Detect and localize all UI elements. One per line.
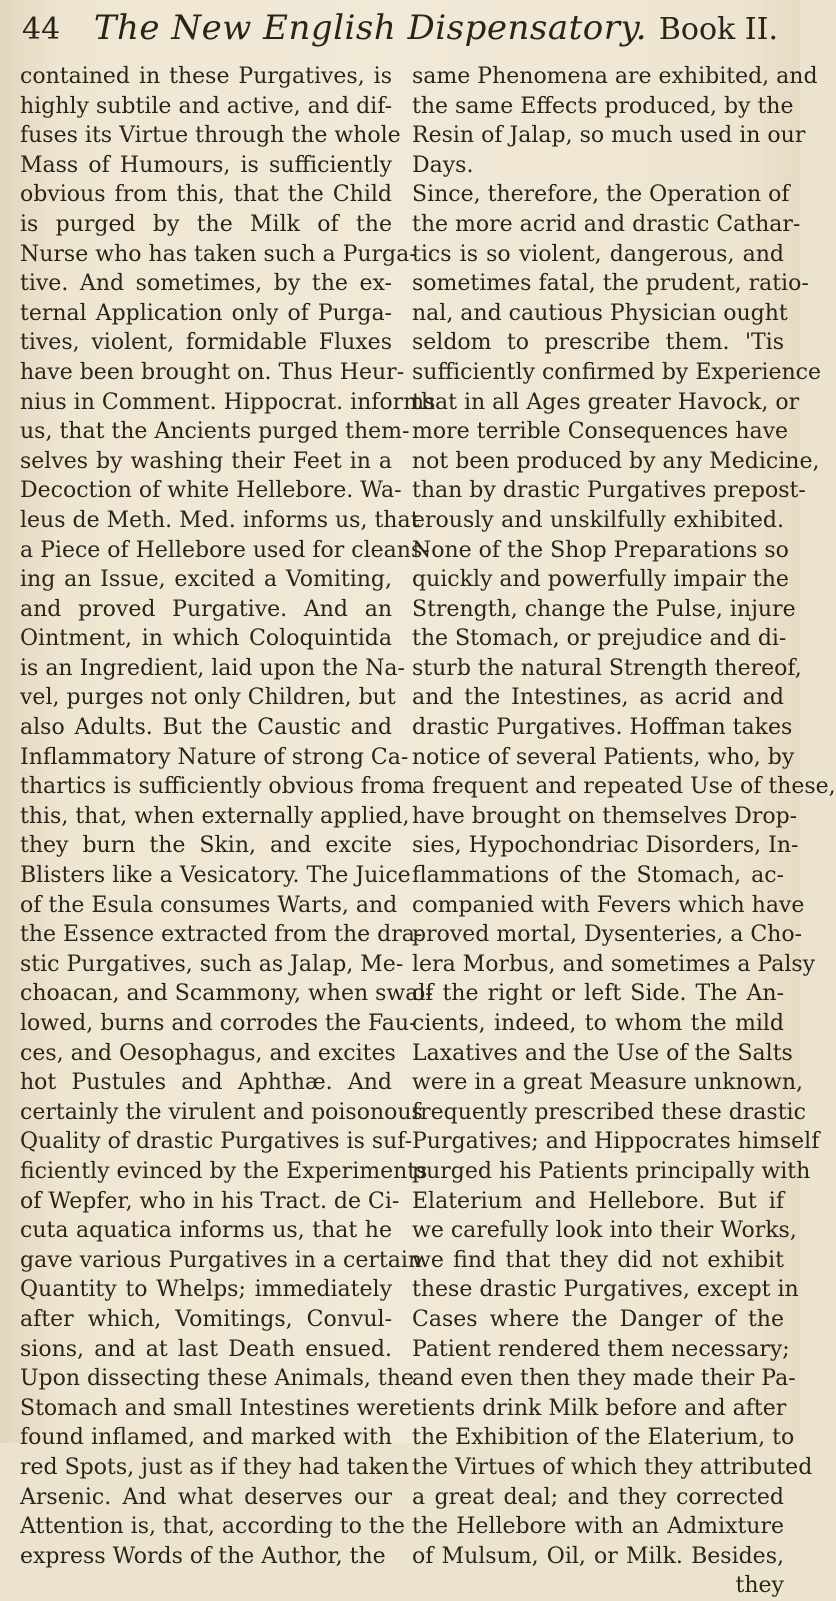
text-line: of the right or left Side. The An- [412,981,784,1007]
text-line: the Hellebore with an Admixture [412,1514,784,1540]
text-line: sufficiently confirmed by Experience [412,359,822,385]
text-line: Elaterium and Hellebore. But if [412,1188,784,1214]
text-line: have been brought on. Thus Heur- [20,359,405,385]
text-line: Days. [412,152,474,178]
text-line: Since, therefore, the Operation of [412,182,790,208]
text-line: fuses its Virtue through the whole [20,123,401,149]
text-line: gave various Purgatives in a certain [20,1247,423,1273]
text-line: and the Intestines, as acrid and [412,685,784,711]
text-line: certainly the virulent and poisonous [20,1099,423,1125]
text-line: ternal Application only of Purga- [20,300,392,326]
text-line: notice of several Patients, who, by [412,744,795,770]
text-line: companied with Fevers which have [412,892,805,918]
text-line: a Piece of Hellebore used for cleans- [20,537,430,563]
text-line: the more acrid and drastic Cathar- [412,211,801,237]
text-line: nius in Comment. Hippocrat. informs [20,389,436,415]
text-line: after which, Vomitings, Convul- [20,1306,392,1332]
text-line: obvious from this, that the Child [20,182,392,208]
text-line: Cases where the Danger of the [412,1306,784,1332]
text-line: Nurse who has taken such a Purga- [20,241,417,267]
text-line: quickly and powerfully impair the [412,567,789,593]
text-line: sions, and at last Death ensued. [20,1336,392,1362]
text-line: this, that, when externally applied, [20,803,410,829]
left-column [20,62,436,1571]
right-column [412,62,836,1601]
text-line: vel, purges not only Children, but [20,685,396,711]
text-line: nal, and cautious Physician ought [412,300,788,326]
text-line: contained in these Purgatives, is [20,64,392,89]
text-line: we find that they did not exhibit [412,1247,784,1273]
text-line: Quality of drastic Purgatives is suf- [20,1129,413,1155]
page-number: 44 [22,12,61,47]
text-line: Blisters like a Vesicatory. The Juice [20,863,411,889]
text-line: a frequent and repeated Use of these, [412,774,836,800]
text-line: lera Morbus, and sometimes a Palsy [412,951,816,977]
text-line: and even then they made their Pa- [412,1366,796,1392]
text-line: Strength, change the Pulse, injure [412,596,796,622]
text-line: tives, violent, formidable Fluxes [20,330,392,356]
text-line: and proved Purgative. And an [20,596,392,622]
text-line: not been produced by any Medicine, [412,448,820,474]
text-line: seldom to prescribe them. 'Tis [412,330,784,356]
text-line: proved mortal, Dysenteries, a Cho- [412,922,803,948]
text-line: found inflamed, and marked with [20,1425,392,1451]
text-line: same Phenomena are exhibited, and [412,64,818,89]
text-line: leus de Meth. Med. informs us, that [20,507,420,533]
text-line: erously and unskilfully exhibited. [412,507,784,533]
text-line: we carefully look into their Works, [412,1218,797,1244]
text-line: ficiently evinced by the Experiments [20,1158,428,1184]
text-line: Patient rendered them necessary; [412,1336,790,1362]
text-line: of Wepfer, who in his Tract. de Ci- [20,1188,400,1214]
text-line: Ointment, in which Coloquintida [20,626,392,652]
text-line: Arsenic. And what deserves our [20,1484,392,1510]
text-line: express Words of the Author, the [20,1543,386,1569]
running-title: The New English Dispensatory. [93,8,647,48]
text-line: cuta aquatica informs us, that he [20,1218,392,1244]
text-line: the Virtues of which they attributed [412,1454,813,1480]
text-line: more terrible Consequences have [412,419,789,445]
text-line: Upon dissecting these Animals, the [20,1366,414,1392]
page-header [22,8,778,52]
text-line: thartics is sufficiently obvious from [20,774,414,800]
text-line: Inflammatory Nature of strong Ca- [20,744,409,770]
text-line: the Exhibition of the Elaterium, to [412,1425,795,1451]
text-line: drastic Purgatives. Hoffman takes [412,715,793,741]
text-line: of the Esula consumes Warts, and [20,892,398,918]
text-line: ces, and Oesophagus, and excites [20,1040,396,1066]
text-line: that in all Ages greater Havock, or [412,389,800,415]
text-line: cients, indeed, to whom the mild [412,1011,784,1036]
text-line: is an Ingredient, laid upon the Na- [20,655,405,681]
text-line: flammations of the Stomach, ac- [412,863,784,889]
text-line: the Essence extracted from the dra- [20,922,423,948]
text-line: than by drastic Purgatives prepost- [412,478,806,504]
text-line: tics is so violent, dangerous, and [412,241,784,267]
text-line: the Stomach, or prejudice and di- [412,626,787,652]
text-line: Laxatives and the Use of the Salts [412,1040,793,1066]
text-line: they burn the Skin, and excite [20,833,392,859]
text-line: a great deal; and they corrected [412,1484,784,1510]
text-line: red Spots, just as if they had taken [20,1454,410,1480]
text-line: ing an Issue, excited a Vomiting, [20,567,392,593]
text-line: the same Effects produced, by the [412,93,794,119]
text-line: purged his Patients principally with [412,1158,811,1184]
text-line: also Adults. But the Caustic and [20,715,392,741]
text-line: tive. And sometimes, by the ex- [20,271,392,297]
text-line: Quantity to Whelps; immediately [20,1277,392,1303]
text-line: were in a great Measure unknown, [412,1070,803,1096]
text-line: of Mulsum, Oil, or Milk. Besides, [412,1543,784,1569]
text-line: choacan, and Scammony, when swal- [20,981,433,1007]
text-line: sometimes fatal, the prudent, ratio- [412,271,809,297]
text-line: tients drink Milk before and after [412,1395,787,1421]
text-line: highly subtile and active, and dif- [20,93,392,119]
text-line: frequently prescribed these drastic [412,1099,806,1125]
text-line: sies, Hypochondriac Disorders, In- [412,833,799,859]
text-line: is purged by the Milk of the [20,211,392,237]
book-label: Book II. [658,12,778,47]
text-line: they [735,1573,784,1599]
text-line: stic Purgatives, such as Jalap, Me- [20,951,404,977]
text-line: Mass of Humours, is sufficiently [20,152,392,178]
text-line: Resin of Jalap, so much used in our [412,123,806,149]
text-line: Purgatives; and Hippocrates himself [412,1129,820,1155]
text-line: Attention is, that, according to the [20,1514,405,1540]
text-line: sturb the natural Strength thereof, [412,655,802,681]
text-line: hot Pustules and Aphthæ. And [20,1070,392,1096]
text-line: Decoction of white Hellebore. Wa- [20,478,402,504]
text-line: lowed, burns and corrodes the Fau- [20,1011,417,1036]
text-line: selves by washing their Feet in a [20,448,392,474]
text-line: these drastic Purgatives, except in [412,1277,799,1303]
text-line: us, that the Ancients purged them- [20,419,410,445]
text-line: None of the Shop Preparations so [412,537,789,563]
text-line: Stomach and small Intestines were [20,1395,413,1421]
text-line: have brought on themselves Drop- [412,803,798,829]
